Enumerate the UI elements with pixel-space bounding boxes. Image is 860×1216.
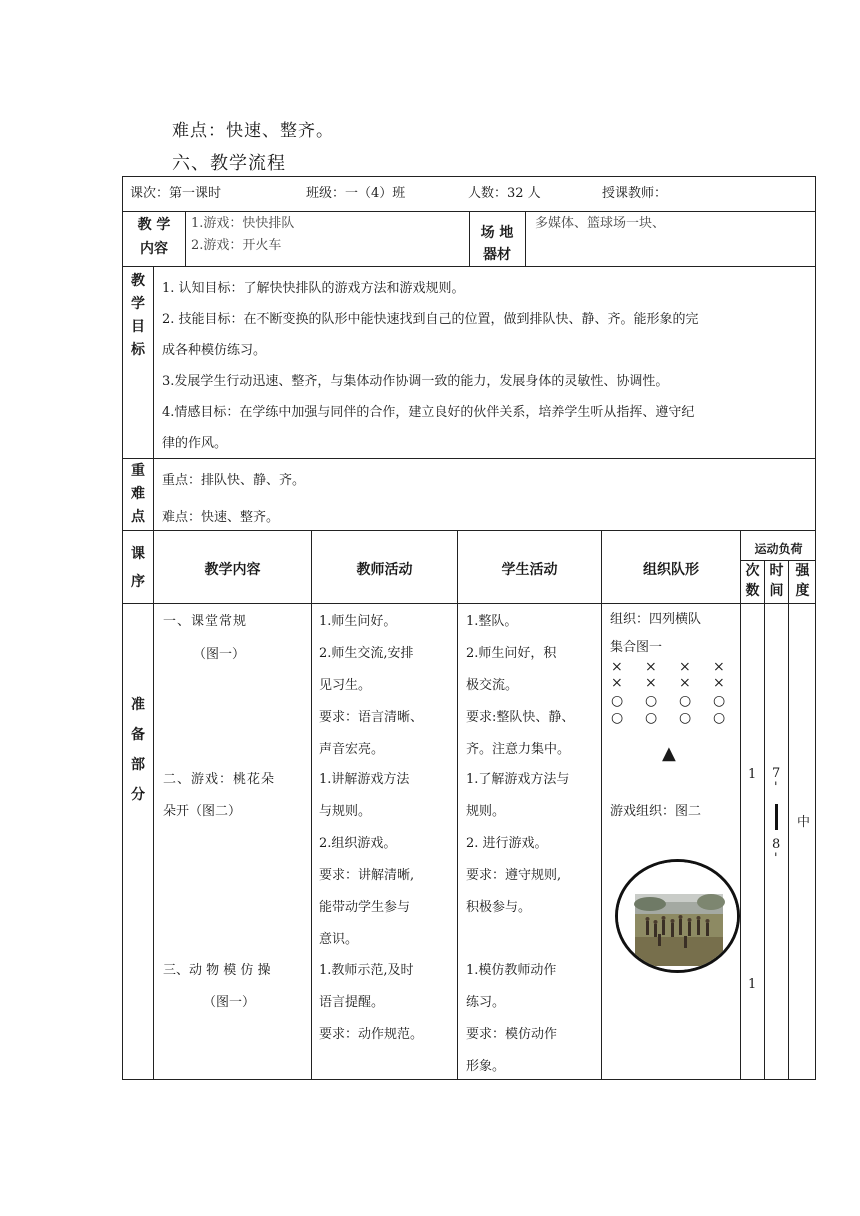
content-line: 一、课堂常规 <box>163 614 248 629</box>
key-points-label: 重 难 点 <box>131 463 145 525</box>
prep-section-label: 准 备 部 分 <box>131 697 145 803</box>
difficult-point: 难点：快速、整齐。 <box>162 510 280 525</box>
key-point: 重点：排队快、静、齐。 <box>162 473 306 488</box>
photo-illustration <box>618 862 737 970</box>
goal-line: 2. 技能目标：在不断变换的队形中能快速找到自己的位置，做到排队快、静、齐。能形象的完 <box>162 312 699 327</box>
student-activity-header: 学生活动 <box>501 562 558 578</box>
duration-mark: ' <box>774 780 778 795</box>
content-item: 2.游戏：开火车 <box>191 238 282 253</box>
student-line: 2.师生问好，积 <box>466 646 557 661</box>
duration-bar <box>775 804 778 830</box>
venue-label: 场 地 <box>480 225 514 241</box>
student-line: 积极参与。 <box>466 900 532 915</box>
divider <box>185 211 186 267</box>
student-row-circles: ○ ○ ○ ○ <box>611 693 726 709</box>
venue-label: 器材 <box>483 247 511 263</box>
teacher-line: 1.讲解游戏方法 <box>319 772 410 787</box>
goal-line: 1. 认知目标：了解快快排队的游戏方法和游戏规则。 <box>162 281 465 296</box>
teacher-line: 能带动学生参与 <box>319 900 411 915</box>
section-heading: 六、教学流程 <box>172 153 286 174</box>
intensity-header: 强 度 <box>795 563 810 599</box>
teacher-line: 要求：语言清晰、 <box>319 710 424 725</box>
student-row-crosses: × × × × <box>611 675 725 691</box>
goal-line: 律的作风。 <box>162 436 228 451</box>
student-row-circles: ○ ○ ○ ○ <box>611 710 726 726</box>
student-line: 1.了解游戏方法与 <box>466 772 570 787</box>
student-line: 要求:整队快、静、 <box>466 710 575 725</box>
game-organization-label: 游戏组织：图二 <box>610 804 702 819</box>
teacher-line: 见习生。 <box>319 678 372 693</box>
teacher-line: 2.师生交流,安排 <box>319 646 414 661</box>
content-label: 教 学 <box>137 217 171 233</box>
teacher-line: 1.师生问好。 <box>319 614 397 629</box>
goals-label: 教 学 目 标 <box>131 273 145 358</box>
divider <box>525 211 526 267</box>
duration-header: 时 间 <box>769 563 784 599</box>
goal-line: 4.情感目标：在学练中加强与同伴的合作，建立良好的伙伴关系，培养学生听从指挥、遵守纪 <box>162 405 695 420</box>
game-photo <box>615 859 740 973</box>
divider <box>153 266 154 459</box>
venue-value: 多媒体、篮球场一块、 <box>535 216 666 231</box>
class-name: 班级：一（4）班 <box>306 186 406 201</box>
intensity-value: 中 <box>797 815 811 830</box>
student-line: 1.整队。 <box>466 614 518 629</box>
teacher-line: 与规则。 <box>319 804 372 819</box>
content-line: 三、动 物 模 仿 操 <box>163 963 271 978</box>
content-line: （图一） <box>193 647 246 662</box>
content-line: （图一） <box>203 995 256 1010</box>
student-count: 人数：32 人 <box>468 186 541 201</box>
divider <box>153 458 154 531</box>
teacher-position-icon: ▲ <box>662 743 676 764</box>
seq-header: 课 序 <box>131 546 145 590</box>
student-line: 2. 进行游戏。 <box>466 836 548 851</box>
content-item: 1.游戏：快快排队 <box>191 216 295 231</box>
student-line: 要求：遵守规则, <box>466 868 562 883</box>
goal-line: 3.发展学生行动迅速、整齐，与集体动作协调一致的能力，发展身体的灵敏性、协调性。 <box>162 374 669 389</box>
load-header: 运动负荷 <box>754 542 803 556</box>
content-line: 朵开（图二） <box>163 804 242 819</box>
teacher-name: 授课教师： <box>602 186 668 201</box>
lesson-number: 课次：第一课时 <box>130 186 222 201</box>
duration-start: 7 <box>772 766 781 781</box>
divider <box>469 211 470 267</box>
teacher-line: 语言提醒。 <box>319 995 385 1010</box>
formation-text: 集合图一 <box>610 640 663 655</box>
student-line: 要求：模仿动作 <box>466 1027 558 1042</box>
formation-text: 组织：四列横队 <box>610 612 702 627</box>
teacher-line: 1.教师示范,及时 <box>319 963 414 978</box>
times-value: 1 <box>748 767 757 782</box>
student-row-crosses: × × × × <box>611 659 725 675</box>
teacher-line: 2.组织游戏。 <box>319 836 397 851</box>
teacher-line: 意识。 <box>319 932 359 947</box>
duration-mark: ' <box>774 851 778 866</box>
student-line: 极交流。 <box>466 678 519 693</box>
content-line: 二、游戏：桃花朵 <box>163 772 276 787</box>
times-value: 1 <box>748 977 757 992</box>
student-line: 齐。注意力集中。 <box>466 742 571 757</box>
times-header: 次 数 <box>745 563 760 599</box>
student-line: 规则。 <box>466 804 506 819</box>
teacher-activity-header: 教师活动 <box>356 562 413 578</box>
teacher-line: 声音宏亮。 <box>319 742 385 757</box>
goal-line: 成各种模仿练习。 <box>162 343 267 358</box>
content-label: 内容 <box>140 241 168 257</box>
difficulty-line: 难点：快速、整齐。 <box>172 121 334 141</box>
teacher-line: 要求：讲解清晰, <box>319 868 415 883</box>
teacher-line: 要求：动作规范。 <box>319 1027 424 1042</box>
student-line: 1.模仿教师动作 <box>466 963 557 978</box>
student-line: 形象。 <box>466 1059 506 1074</box>
duration-end: 8 <box>772 837 781 852</box>
formation-header: 组织队形 <box>643 562 699 578</box>
student-line: 练习。 <box>466 995 506 1010</box>
content-header: 教学内容 <box>204 562 261 578</box>
